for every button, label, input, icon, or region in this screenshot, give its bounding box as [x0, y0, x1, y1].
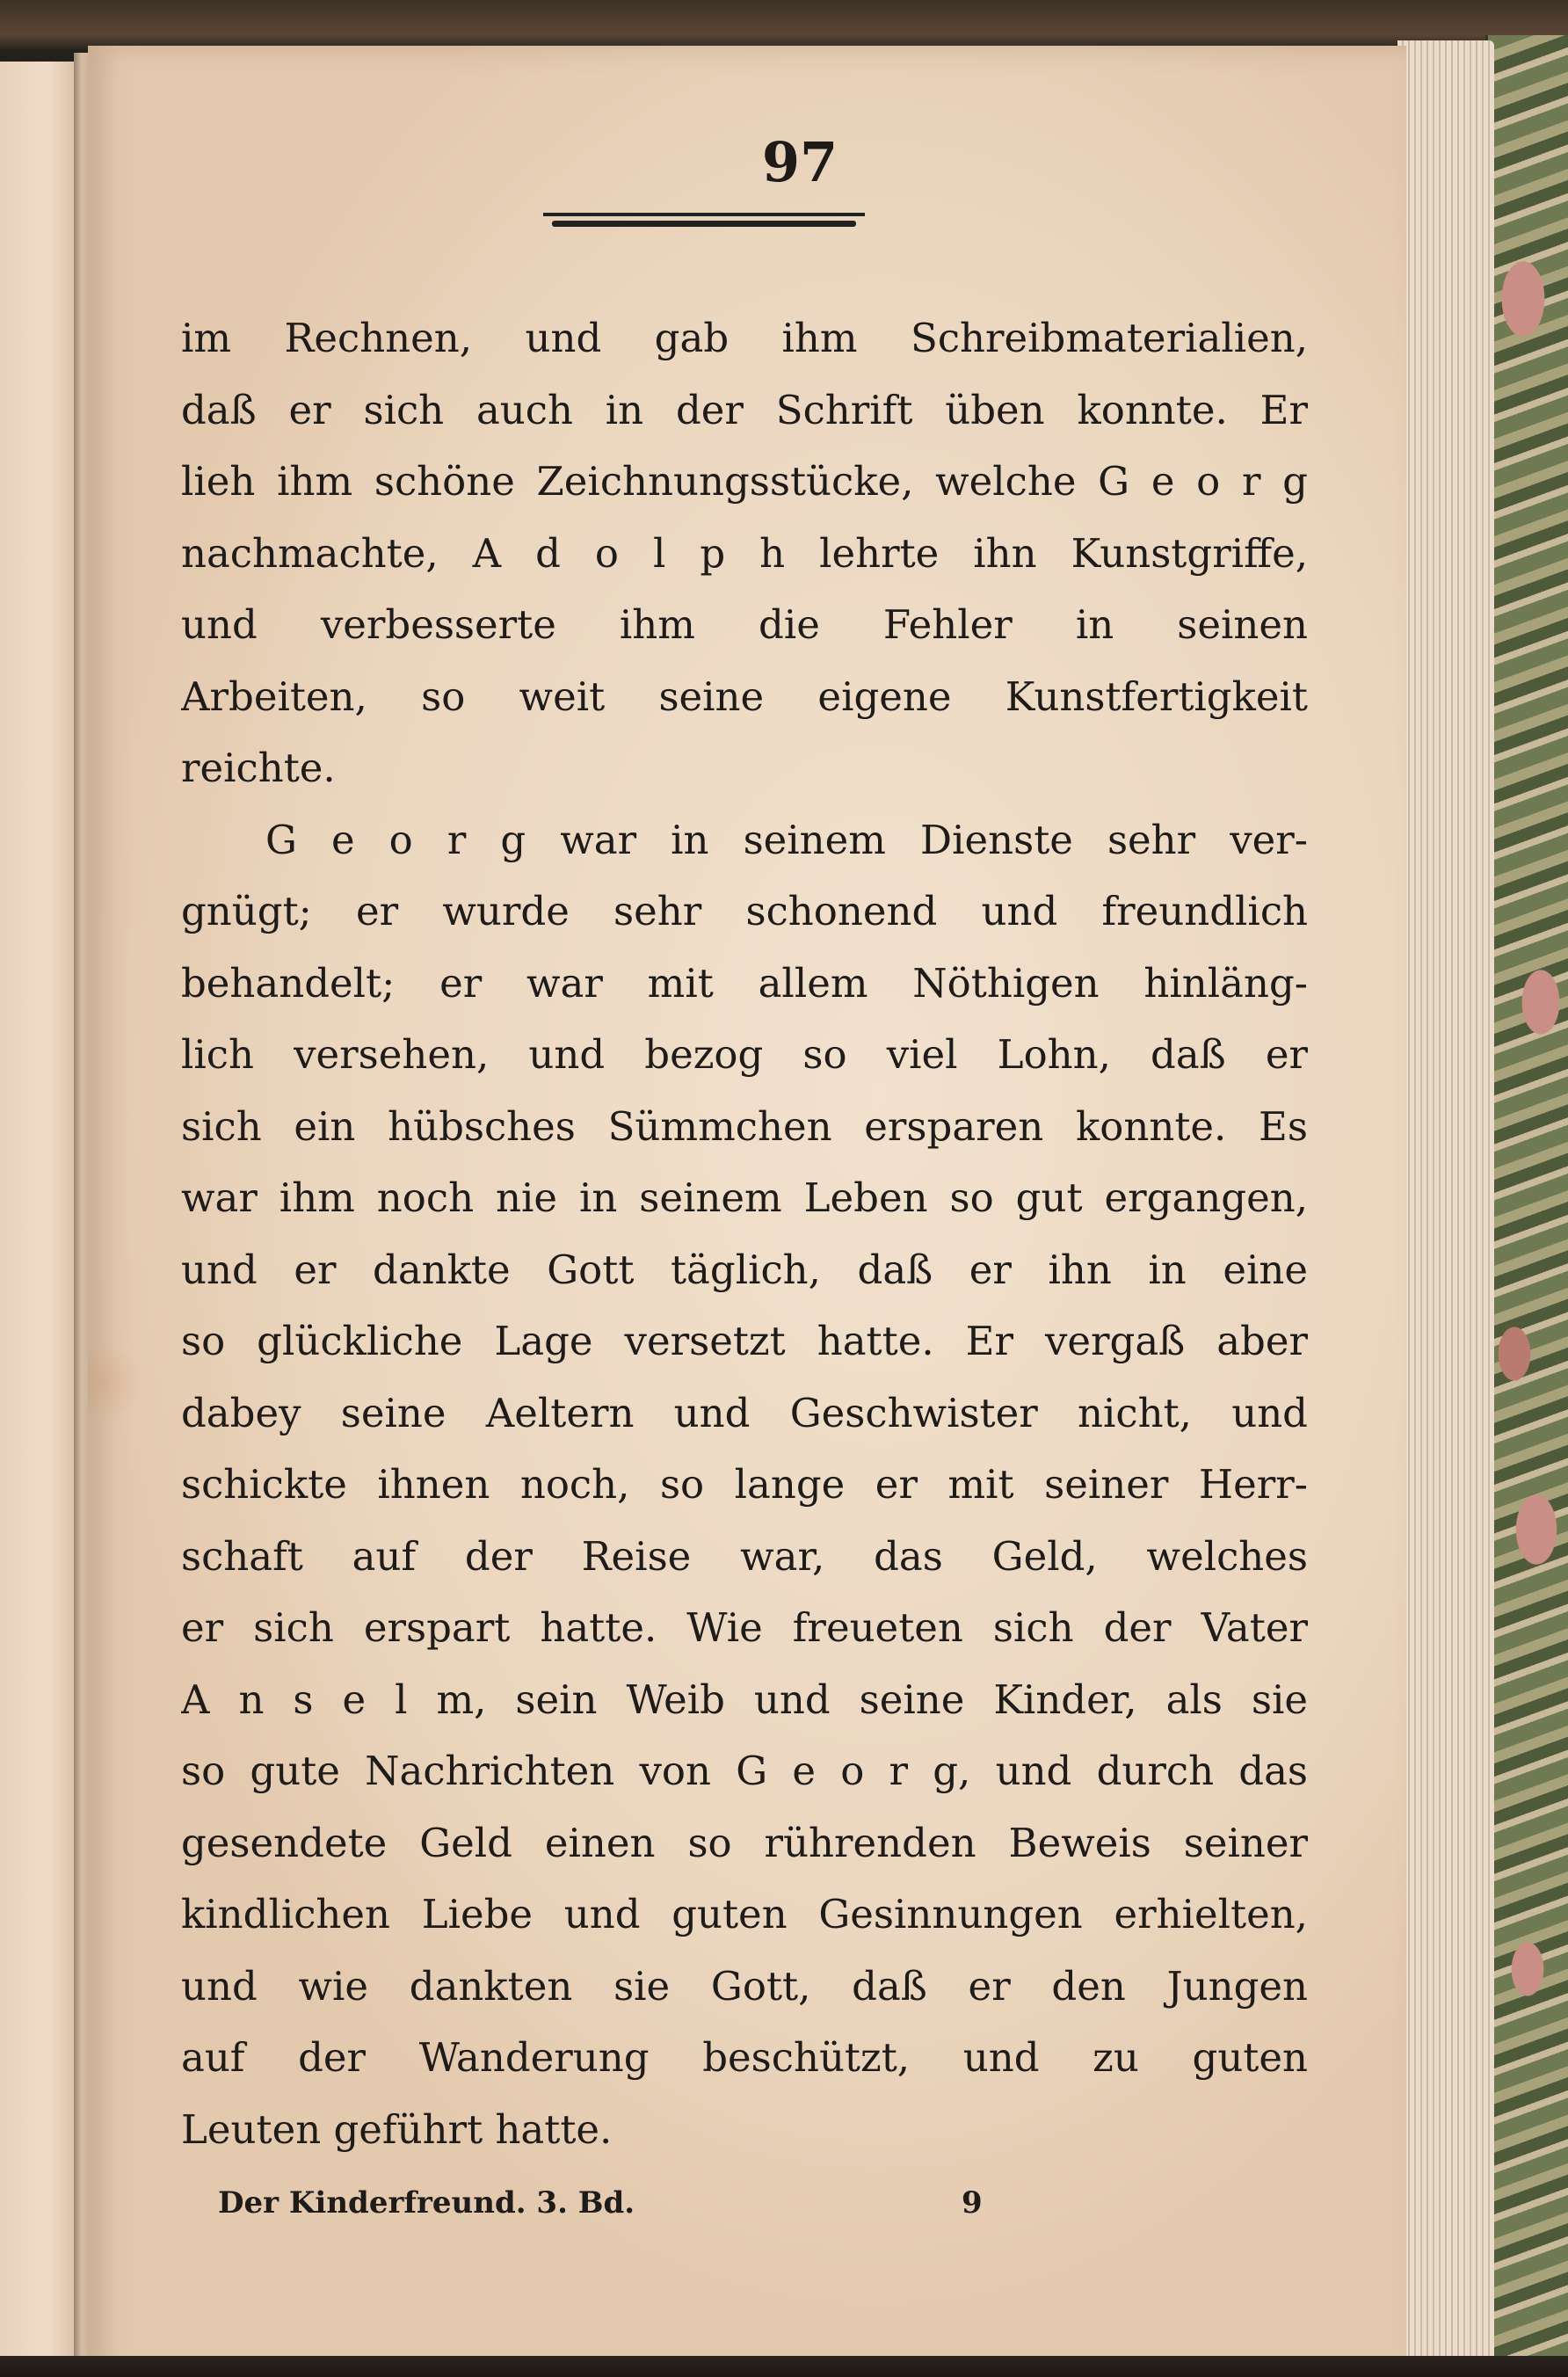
header-rule: [543, 213, 865, 229]
text-line: war ihm noch nie in seinem Leben so gut ergangen,: [181, 1174, 1308, 1221]
header-rule-thick: [552, 221, 856, 227]
text-line: Arbeiten, so weit seine eigene Kunstfertigkeit: [181, 672, 1308, 720]
text-line: schaft auf der Reise war, das Geld, welches: [181, 1532, 1308, 1580]
book-bottom-edge: [0, 2356, 1568, 2377]
text-line: sich ein hübsches Sümmchen ersparen konnte. Es: [181, 1102, 1308, 1150]
text-line: und verbesserte ihm die Fehler in seinen: [181, 601, 1308, 648]
text-line: dabey seine Aeltern und Geschwister nicht, und: [181, 1389, 1308, 1436]
text-line: schickte ihnen noch, so lange er mit seiner Herr-: [181, 1461, 1308, 1508]
text-line: so gute Nachrichten von G e o r g, und durch das: [181, 1748, 1308, 1794]
text-line: so glückliche Lage versetzt hatte. Er vergaß aber: [181, 1318, 1308, 1364]
marbled-endpaper: [1485, 35, 1568, 2377]
text-line: lieh ihm schöne Zeichnungsstücke, welche G e o r g: [181, 458, 1308, 505]
text-line: reichte.: [181, 745, 336, 791]
text-line: A n s e l m, sein Weib und seine Kinder, als sie: [181, 1676, 1308, 1723]
previous-page-edge: [0, 62, 79, 2377]
text-line: gnügt; er wurde sehr schonend und freundlich: [181, 888, 1308, 934]
text-line: behandelt; er war mit allem Nöthigen hinläng-: [181, 959, 1308, 1007]
book-cover-edge: [0, 0, 1568, 49]
text-line: und er dankte Gott täglich, daß er ihn in eine: [181, 1246, 1308, 1293]
page-footer: [88, 2185, 1406, 2238]
page-number: 97: [761, 130, 838, 194]
text-line: lich versehen, und bezog so viel Lohn, daß er: [181, 1031, 1308, 1078]
text-line: daß er sich auch in der Schrift üben konnte. Er: [181, 386, 1308, 433]
footer-title: Der Kinderfreund. 3. Bd.: [218, 2185, 635, 2221]
text-line: nachmachte, A d o l p h lehrte ihn Kunstgriffe,: [181, 529, 1308, 577]
header-rule-thin: [543, 213, 865, 216]
text-line: G e o r g war in seinem Dienste sehr ver-: [265, 816, 1308, 863]
book-page: [88, 46, 1406, 2377]
text-line: auf der Wanderung beschützt, und zu guten: [181, 2034, 1308, 2081]
body-text: [181, 302, 1308, 2165]
text-line: kindlichen Liebe und guten Gesinnungen erhielten,: [181, 1891, 1308, 1937]
page-block-edges: [1397, 40, 1494, 2368]
text-line: Leuten geführt hatte.: [181, 2105, 613, 2153]
text-line: er sich erspart hatte. Wie freueten sich der Vater: [181, 1604, 1308, 1651]
text-line: gesendete Geld einen so rührenden Beweis seiner: [181, 1819, 1308, 1866]
text-line: im Rechnen, und gab ihm Schreibmaterialien,: [181, 315, 1308, 361]
signature-mark: 9: [962, 2185, 983, 2221]
text-line: und wie dankten sie Gott, daß er den Jungen: [181, 1962, 1308, 2010]
